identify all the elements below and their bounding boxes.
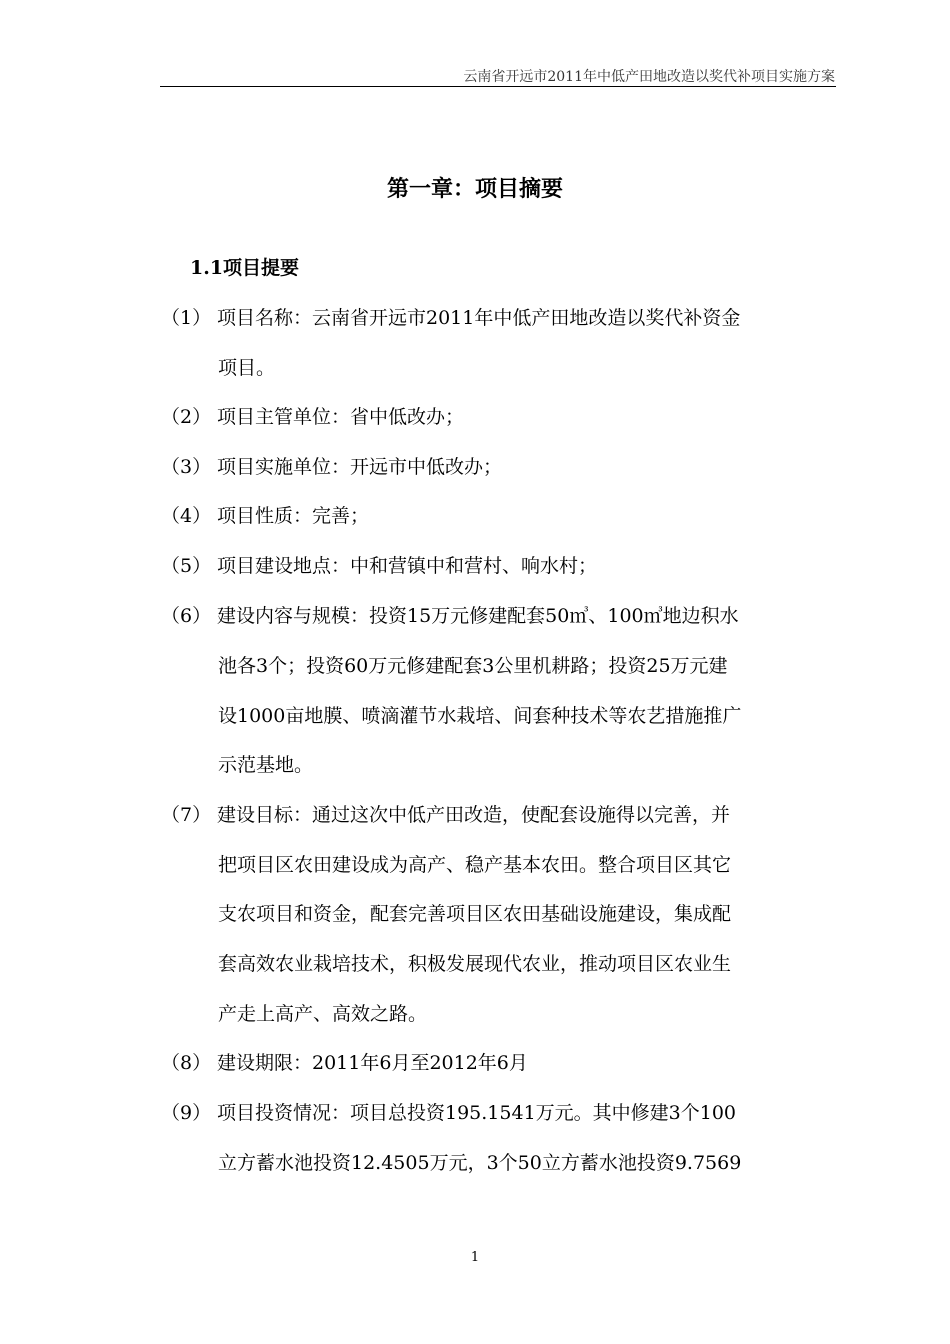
item-text: 建设期限：2011年6月至2012年6月 (217, 1052, 528, 1074)
item-text: 项目建设地点：中和营镇中和营村、响水村； (217, 555, 598, 577)
item-text: 产走上高产、高效之路。 (218, 1003, 428, 1025)
item-text: 项目性质：完善； (217, 505, 370, 527)
item-text: 把项目区农田建设成为高产、稳产基本农田。整合项目区其它 (218, 854, 732, 876)
item-text: 池各3个；投资60万元修建配套3公里机耕路；投资25万元建 (218, 655, 728, 677)
item-number: （2） (161, 406, 212, 428)
item-text: 支农项目和资金，配套完善项目区农田基础设施建设，集成配 (218, 903, 732, 925)
item-text: 项目主管单位：省中低改办； (217, 406, 465, 428)
item-text: 建设内容与规模：投资15万元修建配套50㎥、100㎥地边积水 (217, 605, 739, 627)
item-text: 设1000亩地膜、喷滴灌节水栽培、间套种技术等农艺措施推广 (218, 705, 742, 727)
item-text: 项目实施单位：开远市中低改办； (217, 456, 503, 478)
item-number: （4） (161, 505, 212, 527)
item-number: （3） (161, 456, 212, 478)
header-rule (160, 86, 836, 87)
item-text: 项目名称：云南省开远市2011年中低产田地改造以奖代补资金 (217, 307, 741, 329)
item-text: 示范基地。 (218, 754, 314, 776)
section-title: 1.1项目提要 (190, 257, 300, 279)
item-number: （9） (161, 1102, 212, 1124)
item-text: 立方蓄水池投资12.4505万元，3个50立方蓄水池投资9.7569 (218, 1152, 742, 1174)
item-number: （6） (161, 605, 212, 627)
page-number: 1 (470, 1250, 480, 1265)
item-text: 建设目标：通过这次中低产田改造，使配套设施得以完善，并 (217, 804, 731, 826)
chapter-title: 第一章：项目摘要 (386, 176, 563, 202)
item-number: （8） (161, 1052, 212, 1074)
item-number: （1） (161, 307, 212, 329)
running-header: 云南省开远市2011年中低产田地改造以奖代补项目实施方案 (463, 69, 835, 85)
item-number: （5） (161, 555, 212, 577)
item-text: 项目。 (218, 357, 276, 379)
item-text: 项目投资情况：项目总投资195.1541万元。其中修建3个100 (217, 1102, 737, 1124)
item-text: 套高效农业栽培技术，积极发展现代农业，推动项目区农业生 (218, 953, 732, 975)
item-number: （7） (161, 804, 212, 826)
